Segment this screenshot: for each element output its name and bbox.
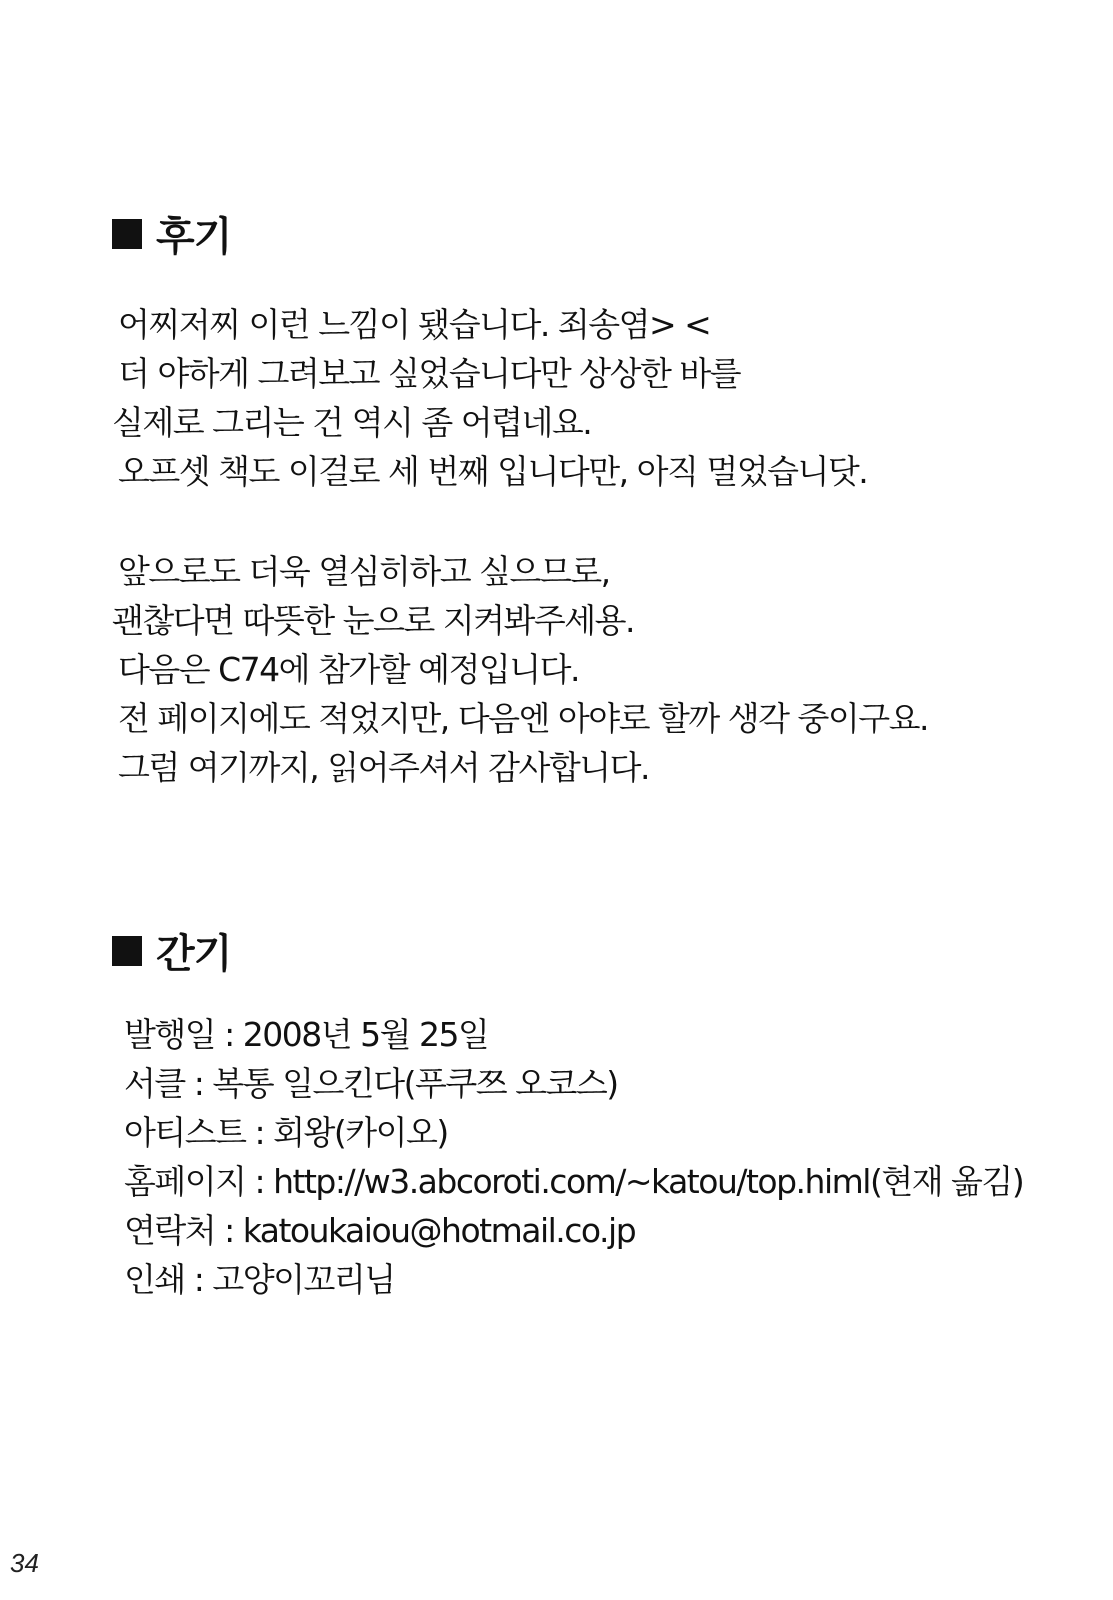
afterword-line: 그럼 여기까지, 읽어주셔서 감사합니다. (118, 748, 649, 787)
afterword-paragraph-2 (112, 547, 1062, 792)
colophon-info (124, 1010, 1024, 1304)
afterword-line: 더 야하게 그려보고 싶었습니다만 상상한 바를 (118, 354, 741, 393)
colophon-title: 간기 (156, 931, 232, 977)
circle-name: 서클 : 복통 일으킨다(푸쿠쯔 오코스) (124, 1064, 618, 1103)
publish-date: 발행일 : 2008년 5월 25일 (124, 1015, 489, 1054)
afterword-line: 오프셋 책도 이걸로 세 번째 입니다만, 아직 멀었습니닷. (118, 452, 868, 491)
homepage: 홈페이지 : http://w3.abcoroti.com/~katou/top.himl(현재 옮김) (124, 1162, 1024, 1201)
afterword-paragraph-1 (112, 300, 1062, 496)
square-bullet-icon (112, 936, 142, 966)
afterword-line: 전 페이지에도 적었지만, 다음엔 아야로 할까 생각 중이구요. (118, 699, 928, 738)
afterword-line: 앞으로도 더욱 열심히하고 싶으므로, (118, 552, 610, 591)
afterword-line: 어찌저찌 이런 느낌이 됐습니다. 죄송염> < (118, 305, 711, 344)
page-number: 34 (10, 1548, 39, 1578)
artist-name: 아티스트 : 회왕(카이오) (124, 1113, 448, 1152)
afterword-line: 다음은 C74에 참가할 예정입니다. (118, 650, 580, 689)
afterword-heading (112, 205, 231, 262)
afterword-line: 실제로 그리는 건 역시 좀 어렵네요. (112, 403, 592, 442)
square-bullet-icon (112, 219, 142, 249)
colophon-heading (112, 922, 231, 979)
afterword-line: 괜찮다면 따뜻한 눈으로 지켜봐주세용. (112, 601, 635, 640)
contact: 연락처 : katoukaiou@hotmail.co.jp (124, 1211, 636, 1250)
printer: 인쇄 : 고양이꼬리님 (124, 1260, 395, 1299)
afterword-title: 후기 (156, 214, 232, 260)
